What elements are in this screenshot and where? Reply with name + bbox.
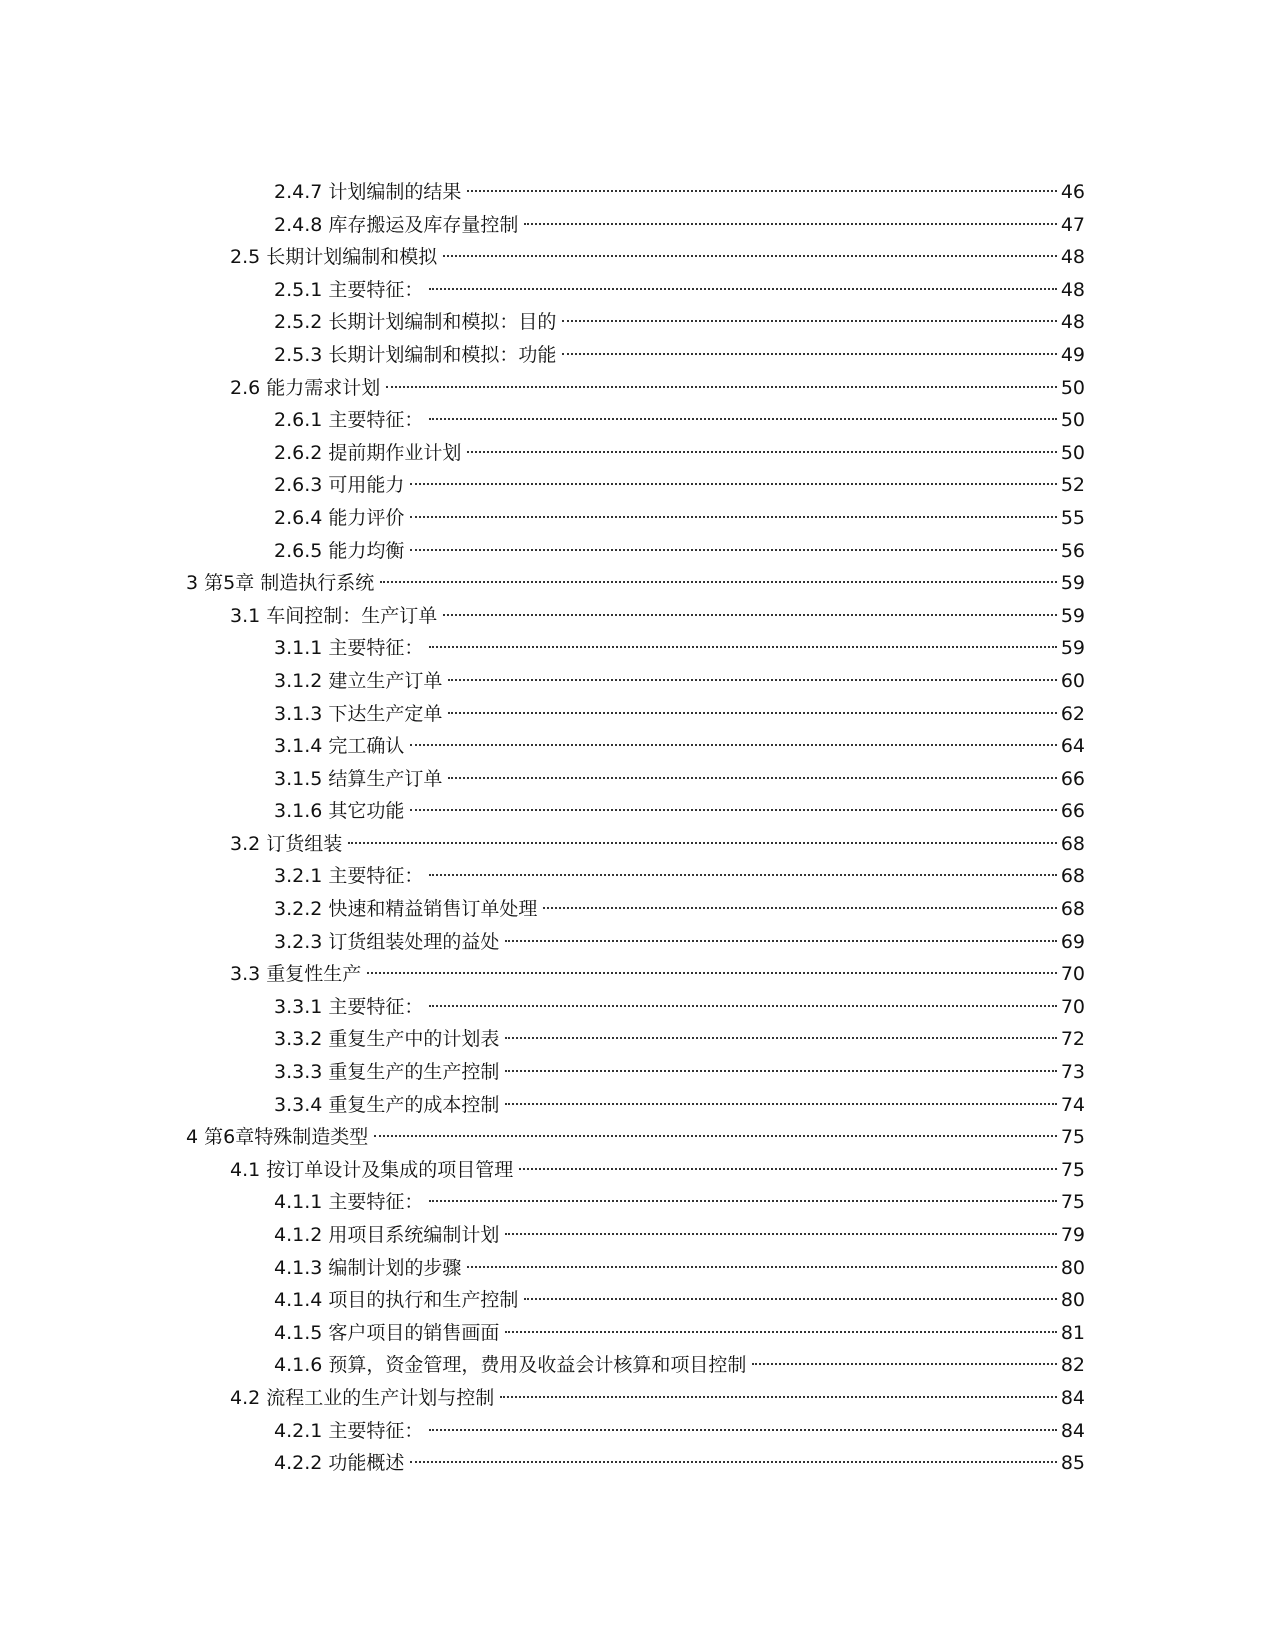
- dot-leader: [410, 1461, 1057, 1463]
- toc-entry-page-number: 52: [1060, 474, 1085, 497]
- toc-entry[interactable]: [0, 860, 1275, 893]
- toc-entry-page-number: 75: [1060, 1126, 1085, 1149]
- toc-entry-page-number: 70: [1060, 995, 1085, 1018]
- toc-entry-title: 4.1.5 客户项目的销售画面: [274, 1321, 500, 1344]
- toc-entry[interactable]: [0, 958, 1275, 991]
- dot-leader: [410, 549, 1057, 551]
- toc-entry-title: 3.3.4 重复生产的成本控制: [274, 1093, 500, 1116]
- toc-entry[interactable]: [0, 698, 1275, 731]
- toc-entry-title: 2.6.4 能力评价: [274, 506, 405, 529]
- dot-leader: [467, 190, 1057, 192]
- toc-entry[interactable]: [0, 763, 1275, 796]
- toc-entry-page-number: 75: [1060, 1158, 1085, 1181]
- toc-entry-title: 2.4.8 库存搬运及库存量控制: [274, 213, 519, 236]
- toc-entry-page-number: 50: [1060, 376, 1085, 399]
- dot-leader: [429, 874, 1057, 876]
- dot-leader: [752, 1363, 1057, 1365]
- toc-entry-page-number: 68: [1060, 865, 1085, 888]
- toc-entry[interactable]: [0, 241, 1275, 274]
- dot-leader: [448, 777, 1057, 779]
- toc-entry[interactable]: [0, 502, 1275, 535]
- toc-entry[interactable]: [0, 1154, 1275, 1187]
- toc-entry-page-number: 75: [1060, 1191, 1085, 1214]
- toc-entry[interactable]: [0, 828, 1275, 861]
- toc-entry-page-number: 74: [1060, 1093, 1085, 1116]
- toc-entry-page-number: 84: [1060, 1386, 1085, 1409]
- dot-leader: [524, 223, 1057, 225]
- toc-entry[interactable]: [0, 1349, 1275, 1382]
- toc-entry[interactable]: [0, 632, 1275, 665]
- toc-entry-page-number: 47: [1060, 213, 1085, 236]
- dot-leader: [429, 646, 1057, 648]
- toc-entry[interactable]: [0, 1252, 1275, 1285]
- dot-leader: [543, 907, 1057, 909]
- toc-entry-title: 2.6 能力需求计划: [230, 376, 381, 399]
- toc-entry-title: 3.2.3 订货组装处理的益处: [274, 930, 500, 953]
- toc-entry[interactable]: [0, 437, 1275, 470]
- toc-entry-page-number: 59: [1060, 604, 1085, 627]
- toc-entry-page-number: 48: [1060, 246, 1085, 269]
- toc-entry-page-number: 84: [1060, 1419, 1085, 1442]
- toc-entry[interactable]: [0, 1121, 1275, 1154]
- toc-entry-title: 3.2.2 快速和精益销售订单处理: [274, 898, 538, 921]
- dot-leader: [410, 516, 1057, 518]
- toc-entry-page-number: 70: [1060, 963, 1085, 986]
- toc-entry-page-number: 59: [1060, 572, 1085, 595]
- toc-entry-title: 4.2.1 主要特征：: [274, 1419, 424, 1442]
- toc-entry-page-number: 64: [1060, 735, 1085, 758]
- toc-entry-title: 3.3.3 重复生产的生产控制: [274, 1061, 500, 1084]
- toc-entry-title: 4.1 按订单设计及集成的项目管理: [230, 1158, 514, 1181]
- toc-entry[interactable]: [0, 372, 1275, 405]
- dot-leader: [500, 1396, 1057, 1398]
- toc-entry-title: 2.6.3 可用能力: [274, 474, 405, 497]
- toc-entry[interactable]: [0, 665, 1275, 698]
- toc-entry-page-number: 80: [1060, 1256, 1085, 1279]
- toc-entry-title: 3.1.3 下达生产定单: [274, 702, 443, 725]
- dot-leader: [505, 1233, 1057, 1235]
- table-of-contents: [0, 176, 1275, 1480]
- toc-entry-title: 2.5.2 长期计划编制和模拟：目的: [274, 311, 557, 334]
- toc-entry-page-number: 72: [1060, 1028, 1085, 1051]
- dot-leader: [505, 1037, 1057, 1039]
- toc-entry[interactable]: [0, 404, 1275, 437]
- toc-entry[interactable]: [0, 1317, 1275, 1350]
- toc-entry-page-number: 46: [1060, 181, 1085, 203]
- dot-leader: [429, 1200, 1057, 1202]
- dot-leader: [448, 712, 1057, 714]
- toc-entry-page-number: 48: [1060, 278, 1085, 301]
- toc-entry[interactable]: [0, 274, 1275, 307]
- dot-leader: [524, 1298, 1057, 1300]
- toc-entry[interactable]: [0, 730, 1275, 763]
- toc-entry[interactable]: [0, 1415, 1275, 1448]
- toc-entry[interactable]: [0, 1056, 1275, 1089]
- toc-entry-title: 2.6.5 能力均衡: [274, 539, 405, 562]
- dot-leader: [386, 386, 1057, 388]
- dot-leader: [443, 614, 1057, 616]
- toc-entry-page-number: 66: [1060, 800, 1085, 823]
- toc-entry-title: 3.1.2 建立生产订单: [274, 669, 443, 692]
- dot-leader: [505, 1070, 1057, 1072]
- toc-entry-title: 4.1.1 主要特征：: [274, 1191, 424, 1214]
- toc-entry-title: 3.3 重复性生产: [230, 963, 362, 986]
- toc-entry[interactable]: [0, 1382, 1275, 1415]
- dot-leader: [374, 1135, 1057, 1137]
- toc-entry[interactable]: [0, 469, 1275, 502]
- dot-leader: [519, 1168, 1057, 1170]
- toc-entry-title: 3.2.1 主要特征：: [274, 865, 424, 888]
- dot-leader: [562, 320, 1057, 322]
- toc-entry-page-number: 79: [1060, 1224, 1085, 1246]
- toc-entry-page-number: 60: [1060, 669, 1085, 692]
- dot-leader: [467, 451, 1057, 453]
- dot-leader: [448, 679, 1057, 681]
- toc-entry[interactable]: [0, 926, 1275, 959]
- toc-entry[interactable]: [0, 893, 1275, 926]
- toc-entry-title: 2.5 长期计划编制和模拟: [230, 246, 438, 269]
- toc-entry-page-number: 66: [1060, 767, 1085, 790]
- toc-entry-page-number: 59: [1060, 637, 1085, 660]
- dot-leader: [562, 353, 1057, 355]
- toc-entry[interactable]: [0, 176, 1275, 209]
- toc-entry-page-number: 62: [1060, 702, 1085, 725]
- toc-entry-title: 3.1.1 主要特征：: [274, 637, 424, 660]
- dot-leader: [429, 418, 1057, 420]
- toc-entry[interactable]: [0, 795, 1275, 828]
- toc-entry-page-number: 56: [1060, 539, 1085, 562]
- toc-entry-title: 2.5.3 长期计划编制和模拟：功能: [274, 343, 557, 366]
- dot-leader: [505, 1331, 1057, 1333]
- toc-entry[interactable]: [0, 600, 1275, 633]
- toc-entry-page-number: 69: [1060, 930, 1085, 953]
- toc-entry-page-number: 82: [1060, 1354, 1085, 1377]
- dot-leader: [429, 288, 1057, 290]
- toc-entry[interactable]: [0, 1219, 1275, 1252]
- dot-leader: [429, 1429, 1057, 1431]
- toc-entry-title: 3.1.4 完工确认: [274, 735, 405, 758]
- toc-entry-title: 4.1.6 预算，资金管理，费用及收益会计核算和项目控制: [274, 1354, 747, 1377]
- toc-entry-title: 3.3.1 主要特征：: [274, 995, 424, 1018]
- toc-entry[interactable]: [0, 306, 1275, 339]
- toc-entry[interactable]: [0, 1284, 1275, 1317]
- toc-entry[interactable]: [0, 991, 1275, 1024]
- toc-entry-title: 4.2 流程工业的生产计划与控制: [230, 1386, 495, 1409]
- toc-entry[interactable]: [0, 1089, 1275, 1122]
- toc-entry[interactable]: [0, 1447, 1275, 1480]
- toc-entry[interactable]: [0, 567, 1275, 600]
- toc-entry[interactable]: [0, 209, 1275, 242]
- toc-entry-title: 2.6.2 提前期作业计划: [274, 441, 462, 464]
- toc-entry-page-number: 55: [1060, 506, 1085, 529]
- toc-entry-title: 3.2 订货组装: [230, 832, 343, 855]
- dot-leader: [505, 1103, 1057, 1105]
- toc-entry-title: 2.6.1 主要特征：: [274, 409, 424, 432]
- toc-entry-title: 4.1.2 用项目系统编制计划: [274, 1224, 500, 1246]
- dot-leader: [410, 809, 1057, 811]
- dot-leader: [380, 581, 1057, 583]
- toc-entry-title: 4.1.4 项目的执行和生产控制: [274, 1289, 519, 1312]
- toc-entry-page-number: 48: [1060, 311, 1085, 334]
- toc-entry-page-number: 49: [1060, 343, 1085, 366]
- dot-leader: [348, 842, 1057, 844]
- toc-entry-page-number: 81: [1060, 1321, 1085, 1344]
- dot-leader: [467, 1266, 1057, 1268]
- toc-entry-page-number: 80: [1060, 1289, 1085, 1312]
- toc-entry-title: 2.4.7 计划编制的结果: [274, 181, 462, 203]
- dot-leader: [429, 1005, 1057, 1007]
- dot-leader: [443, 255, 1057, 257]
- toc-entry-title: 3.1 车间控制：生产订单: [230, 604, 438, 627]
- dot-leader: [505, 940, 1057, 942]
- toc-entry-page-number: 68: [1060, 832, 1085, 855]
- toc-entry-title: 4.1.3 编制计划的步骤: [274, 1256, 462, 1279]
- toc-entry[interactable]: [0, 339, 1275, 372]
- dot-leader: [410, 483, 1057, 485]
- toc-entry-title: 2.5.1 主要特征：: [274, 278, 424, 301]
- toc-entry-page-number: 73: [1060, 1061, 1085, 1084]
- dot-leader: [367, 972, 1057, 974]
- toc-entry-title: 4 第6章特殊制造类型: [186, 1126, 369, 1149]
- toc-entry-title: 3 第5章 制造执行系统: [186, 572, 375, 595]
- dot-leader: [410, 744, 1057, 746]
- toc-entry-page-number: 50: [1060, 441, 1085, 464]
- toc-entry-title: 3.1.6 其它功能: [274, 800, 405, 823]
- toc-entry-page-number: 68: [1060, 898, 1085, 921]
- toc-entry-title: 3.1.5 结算生产订单: [274, 767, 443, 790]
- toc-entry[interactable]: [0, 1023, 1275, 1056]
- toc-entry[interactable]: [0, 535, 1275, 568]
- toc-entry-title: 3.3.2 重复生产中的计划表: [274, 1028, 500, 1051]
- toc-entry-page-number: 85: [1060, 1452, 1085, 1475]
- toc-entry-title: 4.2.2 功能概述: [274, 1452, 405, 1475]
- toc-entry[interactable]: [0, 1186, 1275, 1219]
- toc-entry-page-number: 50: [1060, 409, 1085, 432]
